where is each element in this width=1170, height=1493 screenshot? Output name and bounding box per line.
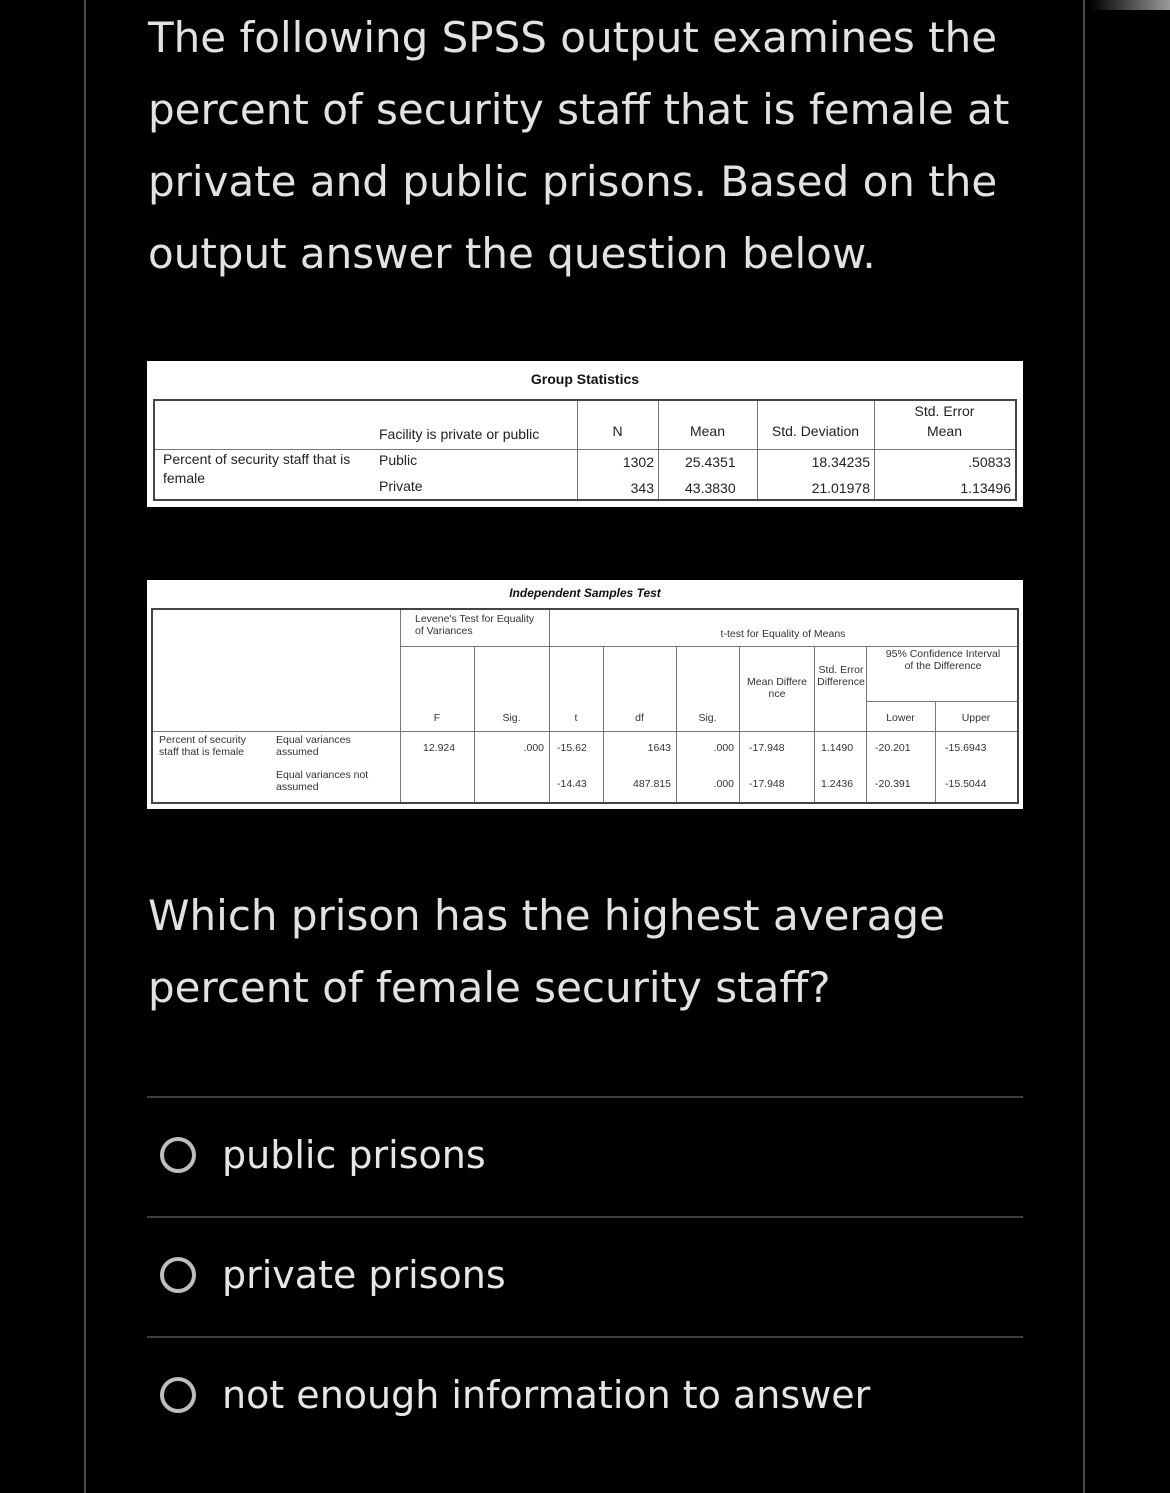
group-statistics-grid xyxy=(153,399,1017,501)
option-divider xyxy=(147,1336,1023,1338)
col-se-header: Std. Error Mean xyxy=(914,403,975,439)
independent-samples-title: Independent Samples Test xyxy=(509,586,661,600)
col-mean-header: Mean xyxy=(689,423,726,439)
levene-sig: .000 xyxy=(523,742,544,754)
radio-button-icon[interactable] xyxy=(160,1377,196,1413)
lower-assumed: -20.201 xyxy=(875,742,911,754)
levene-header: Levene's Test for Equality of Variances xyxy=(415,613,535,637)
option-private-prisons[interactable] xyxy=(160,1245,1020,1305)
col-upper-header: Upper xyxy=(961,712,991,724)
col-t-header: t xyxy=(574,712,578,724)
levene-f: 12.924 xyxy=(423,742,456,754)
col-f-header: F xyxy=(433,712,441,724)
right-border-line xyxy=(1083,0,1085,1493)
df-assumed: 1643 xyxy=(647,742,671,754)
public-mean: 25.4351 xyxy=(685,454,736,470)
private-mean: 43.3830 xyxy=(685,480,736,496)
t-not-assumed: -14.43 xyxy=(557,778,587,790)
option-divider xyxy=(147,1096,1023,1098)
t-assumed: -15.62 xyxy=(557,742,587,754)
col-df-header: df xyxy=(635,712,644,724)
lower-not-assumed: -20.391 xyxy=(875,778,911,790)
group-statistics-table xyxy=(147,361,1023,507)
row-variable-label: Percent of security staff that is female xyxy=(163,451,351,486)
indep-row-variable-label: Percent of security staff that is female xyxy=(159,734,246,758)
independent-samples-test-table xyxy=(147,580,1023,809)
left-border-line xyxy=(84,0,86,1493)
ttest-header: t-test for Equality of Means xyxy=(720,628,846,640)
sig-not-assumed: .000 xyxy=(713,778,734,790)
top-right-glow xyxy=(1090,0,1170,10)
col-levene-sig-header: Sig. xyxy=(502,712,521,724)
df-not-assumed: 487.815 xyxy=(633,778,671,790)
sig-assumed: .000 xyxy=(713,742,734,754)
col-se-diff-header: Std. Error Difference xyxy=(817,664,865,688)
radio-button-icon[interactable] xyxy=(160,1257,196,1293)
option-not-enough-information[interactable] xyxy=(160,1365,1020,1425)
group-private: Private xyxy=(379,478,423,494)
public-se: .50833 xyxy=(968,454,1011,470)
col-n-header: N xyxy=(612,423,623,439)
radio-button-icon[interactable] xyxy=(160,1137,196,1173)
option-label: private prisons xyxy=(222,1253,506,1297)
mean-diff-assumed: -17.948 xyxy=(749,742,785,754)
upper-not-assumed: -15.5044 xyxy=(945,778,987,790)
col-mean-diff-header: Mean Difference xyxy=(747,676,807,700)
col-sig-header: Sig. xyxy=(698,712,717,724)
independent-samples-grid xyxy=(151,608,1019,804)
private-se: 1.13496 xyxy=(960,480,1011,496)
se-diff-assumed: 1.1490 xyxy=(821,742,854,754)
option-divider xyxy=(147,1216,1023,1218)
option-label: public prisons xyxy=(222,1133,486,1177)
option-public-prisons[interactable] xyxy=(160,1125,1020,1185)
question-ask: Which prison has the highest average percent of female security staff? xyxy=(148,891,945,1012)
option-label: not enough information to answer xyxy=(222,1373,871,1417)
question-prompt: The following SPSS output examines the percent of security staff that is female at private and public prisons. Based on the output answer the question below. xyxy=(148,13,1010,278)
group-header: Facility is private or public xyxy=(379,426,540,442)
private-n: 343 xyxy=(630,480,654,496)
public-n: 1302 xyxy=(622,454,654,470)
ci-header: 95% Confidence Interval of the Difference xyxy=(885,648,1001,672)
col-lower-header: Lower xyxy=(886,712,915,724)
private-sd: 21.01978 xyxy=(811,480,870,496)
equal-variances-not-assumed-label: Equal variances not assumed xyxy=(276,769,369,793)
equal-variances-assumed-label: Equal variances assumed xyxy=(276,734,351,758)
se-diff-not-assumed: 1.2436 xyxy=(821,778,854,790)
public-sd: 18.34235 xyxy=(811,454,870,470)
col-sd-header: Std. Deviation xyxy=(771,423,860,439)
group-public: Public xyxy=(379,452,418,468)
upper-assumed: -15.6943 xyxy=(945,742,987,754)
group-statistics-title: Group Statistics xyxy=(530,371,640,387)
mean-diff-not-assumed: -17.948 xyxy=(749,778,785,790)
